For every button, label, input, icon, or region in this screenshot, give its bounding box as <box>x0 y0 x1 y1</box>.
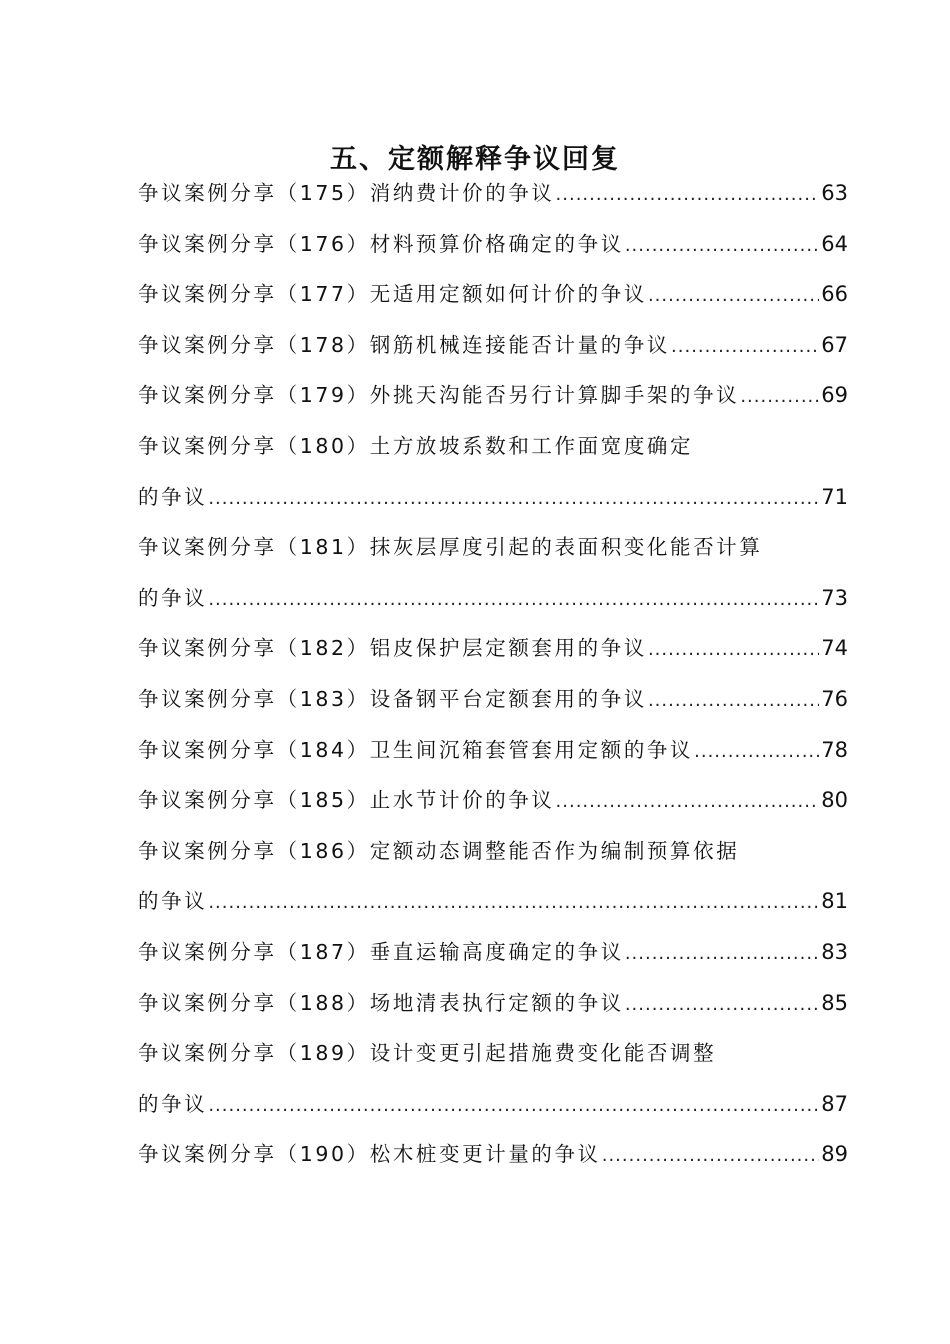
dot-leader <box>208 474 819 525</box>
toc-page-number: 74 <box>821 636 848 661</box>
dot-leader <box>208 878 819 929</box>
toc-entry-label: 争议案例分享（177）无适用定额如何计价的争议 <box>138 282 647 307</box>
toc-entry-label: 争议案例分享（176）材料预算价格确定的争议 <box>138 231 624 256</box>
toc-page-number: 67 <box>821 332 848 357</box>
toc-entry-180[interactable] <box>138 421 848 522</box>
toc-page-number: 73 <box>821 585 848 610</box>
dot-leader <box>625 980 819 1031</box>
dot-leader <box>556 170 820 221</box>
toc-entry-176[interactable] <box>138 219 848 270</box>
toc-entry-label: 争议案例分享（187）垂直运输高度确定的争议 <box>138 939 624 964</box>
dot-leader <box>648 271 819 322</box>
toc-entry-label-line1: 争议案例分享（181）抹灰层厚度引起的表面积变化能否计算 <box>138 535 763 560</box>
dot-leader <box>602 1131 820 1182</box>
toc-page-number: 85 <box>821 990 848 1015</box>
toc-entry-175[interactable] <box>138 168 848 219</box>
toc-page-number: 69 <box>821 383 848 408</box>
toc-page-number: 71 <box>821 484 848 509</box>
toc-entry-label: 争议案例分享（183）设备钢平台定额套用的争议 <box>138 686 647 711</box>
dot-leader <box>648 676 819 727</box>
toc-entry-184[interactable] <box>138 725 848 776</box>
toc-entry-178[interactable] <box>138 320 848 371</box>
dot-leader <box>208 575 819 626</box>
toc-page-number: 78 <box>821 737 848 762</box>
dot-leader <box>208 1081 819 1132</box>
toc-entry-label-line2: 的争议 <box>138 1091 208 1116</box>
toc-entry-177[interactable] <box>138 269 848 320</box>
toc-entry-label-line2: 的争议 <box>138 585 208 610</box>
toc-entry-186[interactable] <box>138 826 848 927</box>
dot-leader <box>625 221 819 272</box>
toc-entry-label: 争议案例分享（184）卫生间沉箱套管套用定额的争议 <box>138 737 694 762</box>
dot-leader <box>671 322 819 373</box>
toc-entry-label: 争议案例分享（190）松木桩变更计量的争议 <box>138 1142 601 1167</box>
toc-entry-label-line1: 争议案例分享（186）定额动态调整能否作为编制预算依据 <box>138 838 740 863</box>
toc-page-number: 80 <box>821 788 848 813</box>
toc-page-number: 76 <box>821 686 848 711</box>
dot-leader <box>694 727 819 778</box>
table-of-contents <box>138 168 848 1180</box>
dot-leader <box>648 625 819 676</box>
toc-entry-label-line2: 的争议 <box>138 484 208 509</box>
toc-page-number: 66 <box>821 282 848 307</box>
toc-page-number: 64 <box>821 231 848 256</box>
section-title: 五、定额解释争议回复 <box>330 144 620 176</box>
toc-entry-label-line1: 争议案例分享（180）土方放坡系数和工作面宽度确定 <box>138 433 694 458</box>
toc-entry-182[interactable] <box>138 623 848 674</box>
toc-entry-label: 争议案例分享（188）场地清表执行定额的争议 <box>138 990 624 1015</box>
toc-page-number: 83 <box>821 939 848 964</box>
toc-entry-187[interactable] <box>138 927 848 978</box>
toc-entry-label: 争议案例分享（179）外挑天沟能否另行计算脚手架的争议 <box>138 383 740 408</box>
dot-leader <box>740 372 819 423</box>
toc-entry-181[interactable] <box>138 522 848 623</box>
toc-page-number: 89 <box>821 1142 848 1167</box>
toc-page-number: 63 <box>821 181 848 205</box>
toc-entry-183[interactable] <box>138 674 848 725</box>
toc-entry-179[interactable] <box>138 370 848 421</box>
dot-leader <box>556 777 820 828</box>
toc-entry-185[interactable] <box>138 775 848 826</box>
toc-entry-188[interactable] <box>138 978 848 1029</box>
toc-entry-label: 争议案例分享（178）钢筋机械连接能否计量的争议 <box>138 332 671 357</box>
dot-leader <box>625 929 819 980</box>
toc-entry-190[interactable] <box>138 1129 848 1180</box>
toc-entry-label: 争议案例分享（182）铝皮保护层定额套用的争议 <box>138 636 647 661</box>
toc-entry-189[interactable] <box>138 1028 848 1129</box>
toc-entry-label-line2: 的争议 <box>138 889 208 914</box>
toc-page-number: 81 <box>821 889 848 914</box>
toc-entry-label-line1: 争议案例分享（189）设计变更引起措施费变化能否调整 <box>138 1041 717 1066</box>
toc-entry-label: 争议案例分享（175）消纳费计价的争议 <box>138 181 555 205</box>
toc-entry-label: 争议案例分享（185）止水节计价的争议 <box>138 788 555 813</box>
toc-page-number: 87 <box>821 1091 848 1116</box>
